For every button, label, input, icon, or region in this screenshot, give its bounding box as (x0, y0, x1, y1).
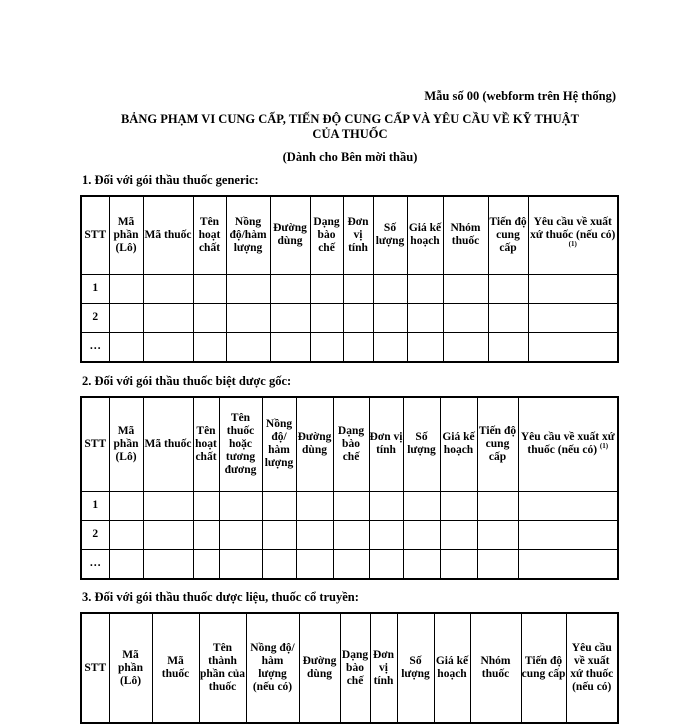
empty-cell (270, 332, 310, 362)
document-title (85, 112, 615, 142)
header-cell: Nồng độ/ hàm lượng (nếu có) (246, 613, 299, 723)
empty-cell (219, 549, 262, 579)
header-cell-origin (518, 397, 618, 491)
empty-cell (143, 332, 193, 362)
header-cell: Đường dùng (299, 613, 340, 723)
empty-cell (109, 491, 143, 520)
empty-cell (226, 303, 270, 332)
empty-cell (403, 491, 440, 520)
header-cell: Dạng bào chế (340, 613, 370, 723)
header-cell: Mã phần (Lô) (109, 196, 143, 274)
empty-cell (477, 491, 518, 520)
header-cell: Mã thuốc (152, 613, 199, 723)
empty-cell (443, 303, 488, 332)
header-cell: Nồng độ/ hàm lượng (262, 397, 296, 491)
empty-cell (528, 332, 618, 362)
header-cell: STT (81, 613, 109, 723)
header-cell: Giá kế hoạch (434, 613, 470, 723)
table-row (81, 520, 618, 549)
empty-cell (343, 303, 373, 332)
empty-cell (143, 491, 193, 520)
empty-cell (143, 549, 193, 579)
empty-cell (143, 274, 193, 303)
header-cell: Mã thuốc (143, 397, 193, 491)
empty-cell (373, 332, 407, 362)
empty-cell (440, 549, 477, 579)
empty-cell (143, 520, 193, 549)
empty-cell (109, 303, 143, 332)
header-cell: Số lượng (403, 397, 440, 491)
header-cell-origin (528, 196, 618, 274)
empty-cell (296, 520, 333, 549)
empty-cell (296, 549, 333, 579)
table-row (81, 303, 618, 332)
empty-cell (219, 520, 262, 549)
empty-cell (262, 520, 296, 549)
header-cell: Giá kế hoạch (407, 196, 443, 274)
table-header-row (81, 613, 618, 723)
header-cell: Dạng bào chế (333, 397, 369, 491)
table-row (81, 274, 618, 303)
header-cell: Mã phần (Lô) (109, 397, 143, 491)
empty-cell (270, 303, 310, 332)
empty-cell (193, 274, 226, 303)
document-subtitle: (Dành cho Bên mời thầu) (282, 150, 418, 164)
empty-cell (193, 520, 219, 549)
empty-cell (109, 520, 143, 549)
empty-cell (518, 491, 618, 520)
empty-cell (403, 549, 440, 579)
header-cell: Tiến độ cung cấp (521, 613, 566, 723)
empty-cell (443, 332, 488, 362)
empty-cell (407, 303, 443, 332)
header-cell: Mã thuốc (143, 196, 193, 274)
empty-cell (310, 332, 343, 362)
header-cell: Số lượng (397, 613, 434, 723)
header-cell: Đơn vị tính (369, 397, 403, 491)
header-cell: Mã phần (Lô) (109, 613, 152, 723)
table-header-row (81, 196, 618, 274)
empty-cell (488, 274, 528, 303)
table-header-row (81, 397, 618, 491)
empty-cell (333, 520, 369, 549)
title-line-1: BẢNG PHẠM VI CUNG CẤP, TIẾN ĐỘ CUNG CẤP VÀ YÊU CẦU VỀ KỸ THUẬT (120, 112, 580, 126)
empty-cell (109, 332, 143, 362)
row-number: 2 (81, 303, 109, 332)
empty-cell (193, 332, 226, 362)
section-3-title: 3. Đối với gói thầu thuốc dược liệu, thuốc cổ truyền: (82, 590, 359, 604)
section-1-table (80, 195, 619, 363)
section-2-title: 2. Đối với gói thầu thuốc biệt dược gốc: (82, 374, 292, 388)
empty-cell (193, 303, 226, 332)
header-cell: STT (81, 397, 109, 491)
empty-cell (193, 491, 219, 520)
row-number: … (81, 332, 109, 362)
empty-cell (407, 332, 443, 362)
header-cell: Số lượng (373, 196, 407, 274)
header-cell: Đường dùng (270, 196, 310, 274)
row-number: 1 (81, 491, 109, 520)
section-2-table (80, 396, 619, 580)
header-cell: Tiến độ cung cấp (477, 397, 518, 491)
empty-cell (262, 491, 296, 520)
empty-cell (440, 520, 477, 549)
empty-cell (193, 549, 219, 579)
empty-cell (109, 549, 143, 579)
empty-cell (143, 303, 193, 332)
empty-cell (488, 303, 528, 332)
empty-cell (310, 274, 343, 303)
empty-cell (296, 491, 333, 520)
empty-cell (518, 520, 618, 549)
empty-cell (528, 274, 618, 303)
empty-cell (343, 332, 373, 362)
empty-cell (477, 520, 518, 549)
empty-cell (226, 332, 270, 362)
empty-cell (369, 491, 403, 520)
title-line-2: CỦA THUỐC (312, 127, 388, 141)
empty-cell (373, 274, 407, 303)
header-cell: Đơn vị tính (343, 196, 373, 274)
header-cell: Tên thuốc hoặc tương đương (219, 397, 262, 491)
header-cell: Nhóm thuốc (470, 613, 521, 723)
empty-cell (310, 303, 343, 332)
empty-cell (440, 491, 477, 520)
header-cell: Tên hoạt chất (193, 397, 219, 491)
header-cell: Đơn vị tính (370, 613, 397, 723)
header-cell: Nhóm thuốc (443, 196, 488, 274)
empty-cell (477, 549, 518, 579)
header-cell: Tiến độ cung cấp (488, 196, 528, 274)
empty-cell (262, 549, 296, 579)
empty-cell (219, 491, 262, 520)
row-number: 2 (81, 520, 109, 549)
empty-cell (443, 274, 488, 303)
footnote-mark: (1) (599, 442, 609, 451)
empty-cell (226, 274, 270, 303)
table-row (81, 491, 618, 520)
empty-cell (407, 274, 443, 303)
empty-cell (373, 303, 407, 332)
footnote-mark: (1) (568, 239, 577, 248)
empty-cell (270, 274, 310, 303)
row-number: … (81, 549, 109, 579)
header-cell: STT (81, 196, 109, 274)
header-cell: Yêu cầu về xuất xứ thuốc (nếu có) (566, 613, 618, 723)
empty-cell (518, 549, 618, 579)
header-cell: Đường dùng (296, 397, 333, 491)
header-cell: Tên thành phần của thuốc (199, 613, 246, 723)
empty-cell (488, 332, 528, 362)
header-cell-origin-text: Yêu cầu về xuất xứ thuốc (nếu có) (520, 431, 615, 457)
table-row (81, 549, 618, 579)
section-1-title: 1. Đối với gói thầu thuốc generic: (82, 173, 259, 187)
table-row (81, 332, 618, 362)
header-cell: Nồng độ/hàm lượng (226, 196, 270, 274)
empty-cell (333, 491, 369, 520)
empty-cell (528, 303, 618, 332)
empty-cell (369, 549, 403, 579)
empty-cell (109, 274, 143, 303)
empty-cell (369, 520, 403, 549)
row-number: 1 (81, 274, 109, 303)
header-cell: Giá kế hoạch (440, 397, 477, 491)
empty-cell (333, 549, 369, 579)
section-3-table (80, 612, 619, 724)
empty-cell (403, 520, 440, 549)
header-cell: Dạng bào chế (310, 196, 343, 274)
empty-cell (343, 274, 373, 303)
header-cell: Tên hoạt chất (193, 196, 226, 274)
header-cell-origin-text: Yêu cầu về xuất xứ thuốc (nếu có) (530, 215, 616, 241)
form-number: Mẫu số 00 (webform trên Hệ thống) (424, 89, 616, 103)
